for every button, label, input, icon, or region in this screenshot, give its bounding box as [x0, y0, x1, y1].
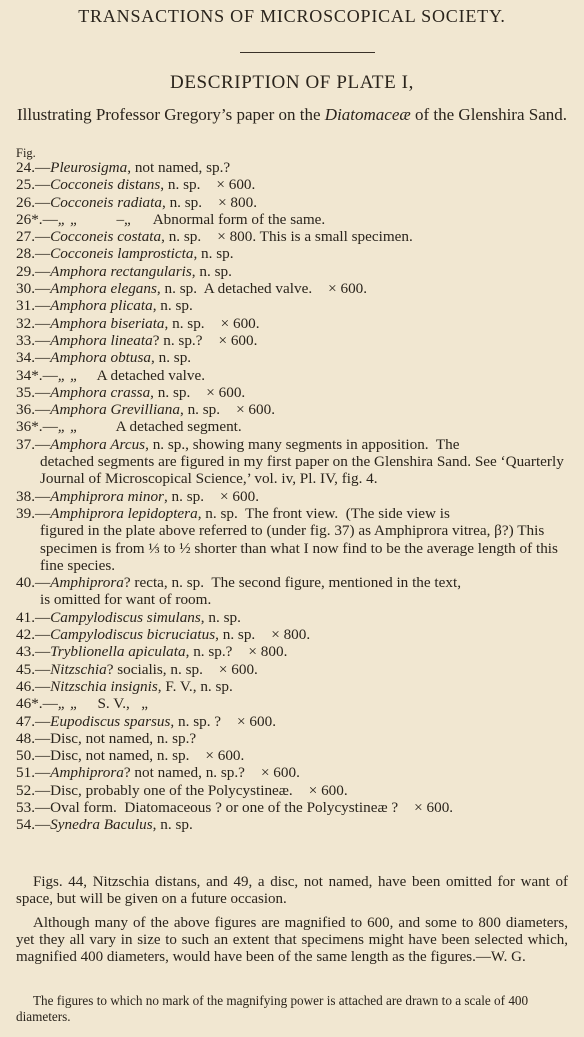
species-name: „ „: [57, 695, 79, 713]
figure-entry: [16, 574, 570, 609]
entry-description: Disc, not named, n. sp.: [50, 747, 190, 765]
figure-entry: [16, 228, 570, 245]
figure-number: 36*.—: [16, 418, 58, 436]
species-name: Amphora plicata: [50, 297, 153, 315]
entry-description: , n. sp.: [150, 383, 191, 401]
figure-entry: [16, 367, 570, 384]
subtitle-italic: Diatomaceæ: [324, 105, 411, 124]
figure-entry: [16, 713, 570, 730]
subtitle-suffix: of the Glenshira Sand.: [410, 105, 568, 124]
entry-continuation: figured in the plate above referred to (under fig. 37) as Amphiprora vitrea, β?) This specimen is from ⅓ to ½ shorter than what I now find to be the average length of this fine species.: [40, 522, 558, 574]
species-name: Amphora rectangularis: [50, 262, 192, 280]
entry-description: , n. sp.: [164, 314, 205, 332]
figure-number: 34*.—: [16, 366, 58, 384]
figure-number: 24.—: [16, 159, 51, 176]
entry-description: , n. sp.: [161, 193, 203, 211]
entry-description: ? socialis, n. sp.: [106, 660, 203, 678]
figure-number: 33.—: [16, 331, 51, 349]
species-name: Campylodiscus bicruciatus: [50, 626, 216, 644]
species-name: Amphiprora minor: [50, 487, 164, 505]
plate-subtitle: [14, 104, 570, 125]
fig-label: Fig.: [16, 146, 36, 160]
entry-description: , n. sp., showing many segments in apposition. The: [145, 435, 460, 453]
figure-entry: [16, 194, 570, 211]
figure-number: 40.—: [16, 574, 51, 592]
species-name: Nitzschia: [50, 660, 107, 678]
figure-entry: [16, 297, 570, 314]
figure-number: 28.—: [16, 245, 51, 263]
note-omitted-figures: Figs. 44, Nitzschia distans, and 49, a disc, not named, have been omitted for want of space, but will be given on a future occasion.: [16, 874, 568, 908]
entry-description: ? recta, n. sp. The second figure, mentioned in the text,: [123, 574, 461, 592]
species-name: Amphiprora lepidoptera: [50, 504, 198, 522]
species-name: Cocconeis distans: [50, 176, 161, 194]
figure-number: 30.—: [16, 280, 51, 298]
figure-number: 31.—: [16, 297, 51, 315]
entry-description: , n. sp.: [152, 297, 193, 315]
figure-entry: [16, 626, 570, 643]
figure-list: [16, 159, 570, 834]
entry-description: –„ Abnormal form of the same.: [78, 210, 326, 228]
figure-number: 54.—: [16, 816, 51, 834]
figure-entry: [16, 176, 570, 193]
figure-entry: [16, 384, 570, 401]
magnification: × 600.: [237, 712, 276, 730]
species-name: Nitzschia insignis: [50, 677, 158, 695]
entry-description: , n. sp.: [191, 262, 232, 280]
species-name: „ „: [57, 418, 79, 436]
entry-description: , F. V., n. sp.: [157, 677, 233, 695]
figure-number: 46.—: [16, 677, 51, 695]
species-name: Amphiprora: [50, 574, 124, 592]
entry-description: , n. sp.: [161, 228, 202, 246]
figure-number: 34.—: [16, 349, 51, 367]
figure-entry: [16, 211, 570, 228]
figure-entry: [16, 799, 570, 816]
figure-entry: [16, 436, 570, 488]
entry-description: ? not named, n. sp.?: [123, 764, 245, 782]
species-name: „ „: [57, 366, 79, 384]
entry-description: S. V., „: [78, 695, 148, 713]
entry-description: Oval form. Diatomaceous ? or one of the Polycystineæ ?: [50, 798, 399, 816]
figure-entry: [16, 609, 570, 626]
note-magnification: Although many of the above figures are magnified to 600, and some to 800 diameters, yet they all vary in size to such an extent that specimens might have been selected which, magnified 400 diameters, would have been of the same length as the figures.—W. G.: [16, 914, 568, 966]
entry-description: , n. sp.: [151, 349, 192, 367]
entry-description: , n. sp.: [200, 608, 241, 626]
magnification: × 600.: [414, 798, 454, 816]
species-name: Cocconeis costata: [50, 228, 162, 246]
species-name: Pleurosigma: [50, 159, 128, 176]
figure-number: 36.—: [16, 401, 51, 419]
figure-number: 26*.—: [16, 210, 58, 228]
magnification: × 600.: [236, 401, 276, 419]
species-name: Eupodiscus sparsus: [50, 712, 171, 730]
figure-number: 46*.—: [16, 695, 58, 713]
species-name: Amphora Arcus: [50, 435, 146, 453]
figure-number: 50.—: [16, 747, 51, 765]
figure-entry: [16, 661, 570, 678]
figure-number: 41.—: [16, 608, 51, 626]
species-name: Tryblionella apiculata: [50, 643, 186, 661]
magnification: × 800.: [248, 643, 288, 661]
figure-entry: [16, 695, 570, 712]
magnification: × 800. This is a small specimen.: [217, 228, 413, 246]
figure-entry: [16, 764, 570, 781]
figure-entry: [16, 245, 570, 262]
figure-number: 51.—: [16, 764, 51, 782]
magnification: × 800.: [271, 626, 311, 644]
entry-description: , n. sp.: [193, 245, 234, 263]
species-name: Amphora Grevilliana: [50, 401, 180, 419]
figure-number: 25.—: [16, 176, 51, 194]
magnification: × 600.: [328, 280, 368, 298]
magnification: × 600.: [220, 487, 259, 505]
figure-number: 29.—: [16, 262, 51, 280]
species-name: Amphora biseriata: [50, 314, 165, 332]
entry-description: , n. sp.: [215, 626, 256, 644]
figure-entry: [16, 730, 570, 747]
figure-entry: [16, 401, 570, 418]
figure-entry: [16, 816, 570, 833]
figure-number: 45.—: [16, 660, 51, 678]
figure-entry: [16, 747, 570, 764]
figure-number: 38.—: [16, 487, 51, 505]
figure-number: 43.—: [16, 643, 51, 661]
magnification: × 600.: [260, 764, 300, 782]
entry-continuation: is omitted for want of room.: [40, 591, 212, 609]
figure-entry: [16, 418, 570, 435]
figure-entry: [16, 678, 570, 695]
entry-description: , n. sp. ?: [170, 712, 222, 730]
figure-number: 35.—: [16, 383, 51, 401]
entry-description: Disc, not named, n. sp.?: [50, 729, 197, 747]
species-name: „ „: [57, 210, 79, 228]
entry-continuation: detached segments are figured in my first paper on the Glenshira Sand. See ‘Quarterly Journal of Microscopical Science,’ vol. iv, Pl. IV, fig. 4.: [40, 453, 564, 488]
magnification: × 600.: [218, 331, 258, 349]
notes: [16, 874, 568, 972]
figure-entry: [16, 332, 570, 349]
figure-number: 53.—: [16, 798, 51, 816]
figure-entry: [16, 643, 570, 660]
magnification: × 600.: [220, 314, 260, 332]
subtitle-prefix: Illustrating Professor Gregory’s paper on the: [16, 105, 325, 124]
species-name: Amphiprora: [50, 764, 124, 782]
species-name: Synedra Baculus: [50, 816, 153, 834]
figure-entry: [16, 488, 570, 505]
figure-entry: [16, 315, 570, 332]
entry-description: ? n. sp.?: [152, 331, 203, 349]
species-name: Cocconeis radiata: [50, 193, 162, 211]
magnification: × 600.: [218, 660, 258, 678]
entry-description: , n. sp.: [160, 176, 201, 194]
figure-entry: [16, 280, 570, 297]
magnification: × 600.: [205, 747, 245, 765]
figure-entry: [16, 159, 570, 176]
figure-number: 32.—: [16, 314, 51, 332]
species-name: Amphora lineata: [50, 331, 153, 349]
title-rule: [240, 52, 375, 53]
figure-number: 26.—: [16, 193, 51, 211]
figure-number: 39.—: [16, 504, 51, 522]
entry-description: , n. sp. A detached valve.: [156, 280, 313, 298]
magnification: × 600.: [206, 383, 246, 401]
figure-number: 48.—: [16, 729, 51, 747]
magnification: × 600.: [216, 176, 256, 194]
entry-description: A detached valve.: [78, 366, 205, 384]
species-name: Amphora obtusa: [50, 349, 152, 367]
figure-number: 37.—: [16, 435, 51, 453]
figure-number: 42.—: [16, 626, 51, 644]
entry-description: , n. sp.: [179, 401, 221, 419]
figure-entry: [16, 505, 570, 574]
species-name: Amphora crassa: [50, 383, 151, 401]
entry-description: A detached segment.: [78, 418, 242, 436]
entry-description: , n. sp. The front view. (The side view is: [197, 504, 450, 522]
entry-description: , n. sp.: [152, 816, 193, 834]
entry-description: Disc, probably one of the Polycystineæ.: [50, 781, 293, 799]
species-name: Cocconeis lamprosticta: [50, 245, 194, 263]
species-name: Campylodiscus simulans: [50, 608, 201, 626]
species-name: Amphora elegans: [50, 280, 157, 298]
magnification: × 800.: [218, 193, 258, 211]
entry-description: , n. sp.: [163, 487, 205, 505]
figure-number: 27.—: [16, 228, 51, 246]
figure-entry: [16, 782, 570, 799]
plate-title: DESCRIPTION OF PLATE I,: [170, 72, 414, 93]
running-head: TRANSACTIONS OF MICROSCOPICAL SOCIETY.: [78, 6, 506, 26]
figure-entry: [16, 349, 570, 366]
entry-description: , n. sp.?: [185, 643, 233, 661]
entry-description: , not named, sp.?: [127, 159, 231, 176]
figure-number: 52.—: [16, 781, 51, 799]
figure-entry: [16, 263, 570, 280]
magnification: × 600.: [308, 781, 348, 799]
footnote: The figures to which no mark of the magnifying power is attached are drawn to a scale of 400 diameters.: [16, 993, 529, 1024]
figure-number: 47.—: [16, 712, 51, 730]
